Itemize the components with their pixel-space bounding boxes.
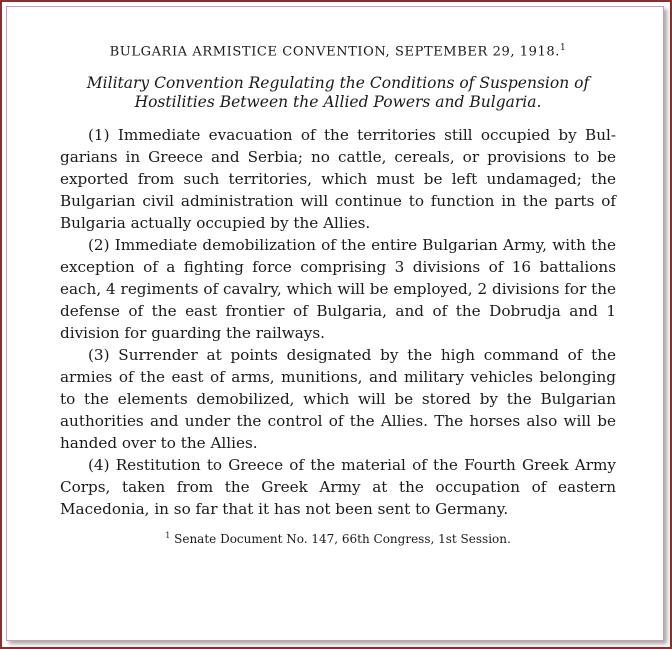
subtitle-line-1: Military Convention Regulating the Conditions of Suspension of bbox=[86, 74, 590, 93]
footnote-mark: 1 bbox=[165, 531, 171, 541]
document-subtitle bbox=[60, 74, 616, 112]
document-title bbox=[60, 40, 616, 60]
paragraph-4: (4) Restitution to Greece of the material of the Fourth Greek Army Corps, taken from the Greek Army at the occupation of eastern Macedonia, in so far that it has not been sent to Germany. bbox=[60, 456, 616, 519]
document-title-text: BULGARIA ARMISTICE CONVENTION, SEPTEMBER 29, 1918. bbox=[109, 44, 561, 60]
paragraph-2: (2) Immediate demobilization of the entire Bulgarian Army, with the exception of a fighting force comprising 3 divisions of 16 battalions each, 4 regiments of cavalry, which will be employed, 2 divisions for the defense of the east frontier of Bulgaria, and of the Dobrudja and 1 division for guarding the railways. bbox=[60, 236, 616, 343]
footnote-text: Senate Document No. 147, 66th Congress, 1st Session. bbox=[174, 532, 511, 547]
paragraph-1: (1) Immediate evacuation of the territories still occupied by Bulgarians in Greece and Serbia; no cattle, cereals, or provisions to be exported from such territories, which must be left undamaged; the Bulgarian civil administration will continue to function in the parts of Bulgaria actually occupied by the Allies. bbox=[60, 126, 616, 233]
title-footnote-mark: 1 bbox=[560, 43, 567, 53]
paragraph-3: (3) Surrender at points designated by the high command of the armies of the east of arms, munitions, and military vehicles belonging to the elements demobilized, which will be stored by the Bulgarian authorities and under the control of the Allies. The horses also will be handed over to the Allies. bbox=[60, 346, 616, 453]
subtitle-line-2: Hostilities Between the Allied Powers and Bulgaria. bbox=[134, 93, 542, 112]
footnote bbox=[60, 528, 616, 547]
document-page bbox=[60, 40, 616, 547]
